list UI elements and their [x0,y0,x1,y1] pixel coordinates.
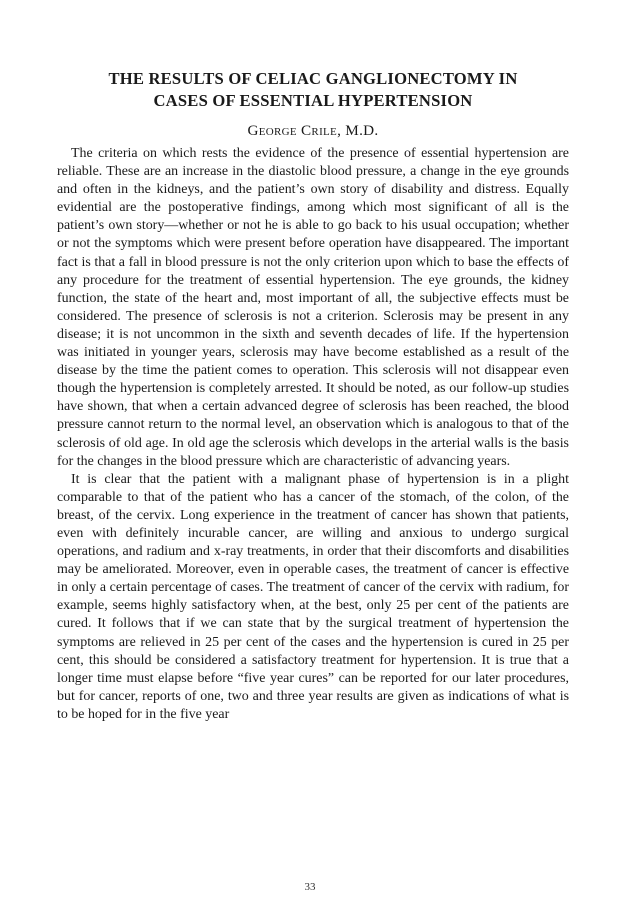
article-page [57,68,569,724]
page-number: 33 [304,881,316,893]
article-title [57,68,569,112]
article-author: George Crile, M.D. [247,122,379,139]
article-title-line-2: CASES OF ESSENTIAL HYPERTENSION [153,91,473,110]
body-paragraph-1: The criteria on which rests the evidence of the presence of essential hypertension are reliable. These are an increase in the diastolic blood pressure, a change in the eye grounds and often in the kidneys, and the patient’s own story of disability and distress. Equally evidential are the postoperative findings, among which most significant of all is the patient’s own story—whether or not he is able to go back to his usual occupation; whether or not the symptoms which were present before operation have disappeared. The important fact is that a fall in blood pressure is not the only criterion upon which to base the effects of any procedure for the treatment of essential hypertension. The eye grounds, the kidney function, the state of the heart and, most important of all, the subjective effects must be considered. The presence of sclerosis is not a criterion. Sclerosis may be present in any disease; it is not uncommon in the sixth and seventh decades of life. If the hypertension was initiated in younger years, sclerosis may have become established as a result of the disease by the time the patient comes to operation. This sclerosis will not disappear even though the hypertension is completely arrested. It should be noted, as our follow-up studies have shown, that when a certain advanced degree of sclerosis has been reached, the blood pressure cannot return to the normal level, an observation which is analogous to that of the sclerosis of old age. In old age the sclerosis which develops in the arterial walls is the basis for the changes in the blood pressure which are characteristic of advancing years. [57,146,569,469]
article-title-line-1: THE RESULTS OF CELIAC GANGLIONECTOMY IN [108,69,518,88]
body-paragraph-2: It is clear that the patient with a malignant phase of hypertension is in a plight comparable to that of the patient who has a cancer of the stomach, of the colon, of the breast, of the cervix. Long experience in the treatment of cancer has shown that patients, even with definitely incurable cancer, are willing and anxious to undergo surgical operations, and radium and x-ray treatments, in order that their discomforts and disabilities may be ameliorated. Moreover, even in operable cases, the treatment of cancer is effective in only a certain percentage of cases. The treatment of cancer of the cervix with radium, for example, seems highly satisfactory when, at the best, only 25 per cent of the patients are cured. It follows that if we can state that by the surgical treatment of hypertension the symptoms are relieved in 25 per cent of the cases and the hypertension is cured in 25 per cent, this should be considered a satisfactory treatment for hypertension. It is true that a longer time must elapse before “five year cures” can be reported for our later procedures, but for cancer, reports of one, two and three year results are given as indications of what is to be hoped for in the five year [57,471,569,722]
